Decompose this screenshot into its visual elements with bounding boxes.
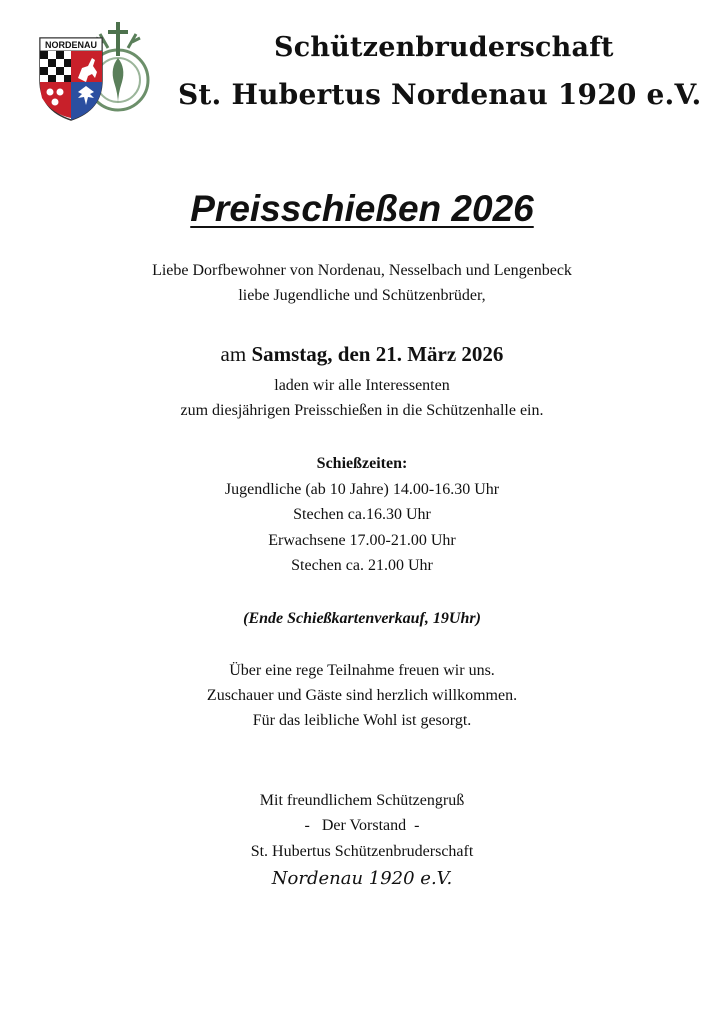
- ticket-sale-note: (Ende Schießkartenverkauf, 19Uhr): [243, 610, 481, 627]
- logo-lettering: NORDENAU: [44, 40, 98, 50]
- schedule-item: Erwachsene 17.00-21.00 Uhr: [268, 532, 456, 549]
- invitation-line-1: laden wir alle Interessenten: [274, 377, 450, 394]
- page-title-text: Preisschießen 2026: [190, 188, 534, 229]
- schedule-item: Jugendliche (ab 10 Jahre) 14.00-16.30 Uhr: [224, 481, 500, 498]
- signature-place: Nordenau 1920 e.V.: [271, 868, 453, 889]
- coat-of-arms-icon: [38, 18, 156, 124]
- club-name-line1: Schützenbruderschaft: [274, 32, 614, 63]
- club-logo: [38, 18, 156, 124]
- closing-line-1: Über eine rege Teilnahme freuen wir uns.: [229, 662, 495, 679]
- event-date: Samstag, den 21. März 2026: [251, 342, 504, 366]
- schedule-heading: Schießzeiten:: [316, 455, 408, 472]
- signature-board: - Der Vorstand -: [304, 817, 420, 834]
- signature-greeting: Mit freundlichem Schützengruß: [259, 792, 465, 809]
- date-line: [0, 342, 724, 367]
- signature-org: St. Hubertus Schützenbruderschaft: [250, 843, 474, 860]
- schedule-item: Stechen ca.16.30 Uhr: [293, 506, 431, 523]
- club-name-line2: St. Hubertus Nordenau 1920 e.V.: [178, 78, 702, 111]
- closing-line-2: Zuschauer und Gäste sind herzlich willkommen.: [206, 687, 518, 704]
- page-title: [0, 188, 724, 230]
- invitation-line-2: zum diesjährigen Preisschießen in die Schützenhalle ein.: [180, 402, 544, 419]
- greeting-line-2: liebe Jugendliche und Schützenbrüder,: [238, 287, 486, 304]
- closing-line-3: Für das leibliche Wohl ist gesorgt.: [252, 712, 472, 729]
- date-prefix: am: [220, 342, 252, 366]
- greeting-line-1: Liebe Dorfbewohner von Nordenau, Nesselbach und Lengenbeck: [152, 262, 572, 279]
- schedule-item: Stechen ca. 21.00 Uhr: [291, 557, 433, 574]
